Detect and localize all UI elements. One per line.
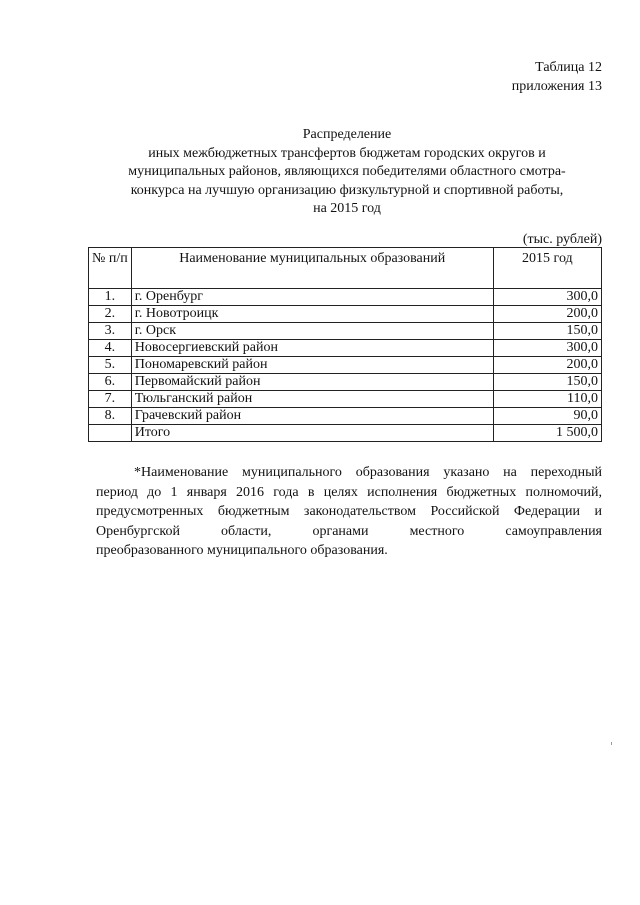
title-line: иных межбюджетных трансфертов бюджетам городских округов и — [148, 145, 546, 161]
table-reference — [512, 58, 602, 96]
row-number: 7. — [89, 391, 132, 408]
table-row — [89, 340, 602, 357]
table-header-row — [89, 248, 602, 289]
total-label: Итого — [131, 425, 493, 442]
row-number: 4. — [89, 340, 132, 357]
title-line: Распределение — [302, 127, 392, 142]
row-amount: 110,0 — [493, 391, 601, 408]
row-municipality: г. Оренбург — [131, 289, 493, 306]
row-municipality: Первомайский район — [131, 374, 493, 391]
header-municipality: Наименование муниципальных образований — [131, 248, 493, 289]
title-line: муниципальных районов, являющихся победителями областного смотра- — [128, 164, 566, 179]
row-municipality: Грачевский район — [131, 408, 493, 425]
row-number: 6. — [89, 374, 132, 391]
header-year: 2015 год — [493, 248, 601, 289]
row-number: 5. — [89, 357, 132, 374]
table-row — [89, 357, 602, 374]
title-line: конкурса на лучшую организацию физкультурной и спортивной работы, — [130, 182, 564, 198]
row-municipality: Тюльганский район — [131, 391, 493, 408]
row-number: 1. — [89, 289, 132, 306]
row-municipality: г. Орск — [131, 323, 493, 340]
row-amount: 300,0 — [493, 340, 601, 357]
total-amount: 1 500,0 — [493, 425, 601, 442]
row-amount: 300,0 — [493, 289, 601, 306]
row-municipality: г. Новотроицк — [131, 306, 493, 323]
footnote-line: преобразованного муниципального образования. — [96, 543, 388, 558]
distribution-table — [88, 247, 602, 442]
footnote-line: *Наименование муниципального образования указано на переходный — [134, 465, 602, 480]
row-amount: 200,0 — [493, 357, 601, 374]
scan-mark — [611, 742, 612, 745]
row-number: 3. — [89, 323, 132, 340]
table-row — [89, 289, 602, 306]
document-title — [90, 126, 604, 219]
footnote — [96, 463, 602, 561]
row-amount: 90,0 — [493, 408, 601, 425]
table-row — [89, 408, 602, 425]
footnote-line: предусмотренных бюджетным законодательством Российской Федерации и — [96, 504, 602, 519]
footnote-line: Оренбургской области, органами местного самоуправления — [96, 523, 602, 539]
footnote-line: период до 1 января 2016 года в целях исполнения бюджетных полномочий, — [96, 484, 602, 500]
table-row — [89, 374, 602, 391]
appendix-number: приложения 13 — [511, 79, 602, 94]
row-amount: 150,0 — [493, 374, 601, 391]
header-number: № п/п — [89, 248, 132, 289]
row-municipality: Новосергиевский район — [131, 340, 493, 357]
row-number: 2. — [89, 306, 132, 323]
title-line: на 2015 год — [313, 201, 381, 216]
table-number: Таблица 12 — [535, 60, 602, 75]
row-municipality: Пономаревский район — [131, 357, 493, 374]
row-amount: 200,0 — [493, 306, 601, 323]
table-row — [89, 306, 602, 323]
row-number: 8. — [89, 408, 132, 425]
total-row — [89, 425, 602, 442]
units-label: (тыс. рублей) — [522, 232, 602, 247]
table-row — [89, 391, 602, 408]
total-number-cell — [89, 425, 132, 442]
table-row — [89, 323, 602, 340]
row-amount: 150,0 — [493, 323, 601, 340]
